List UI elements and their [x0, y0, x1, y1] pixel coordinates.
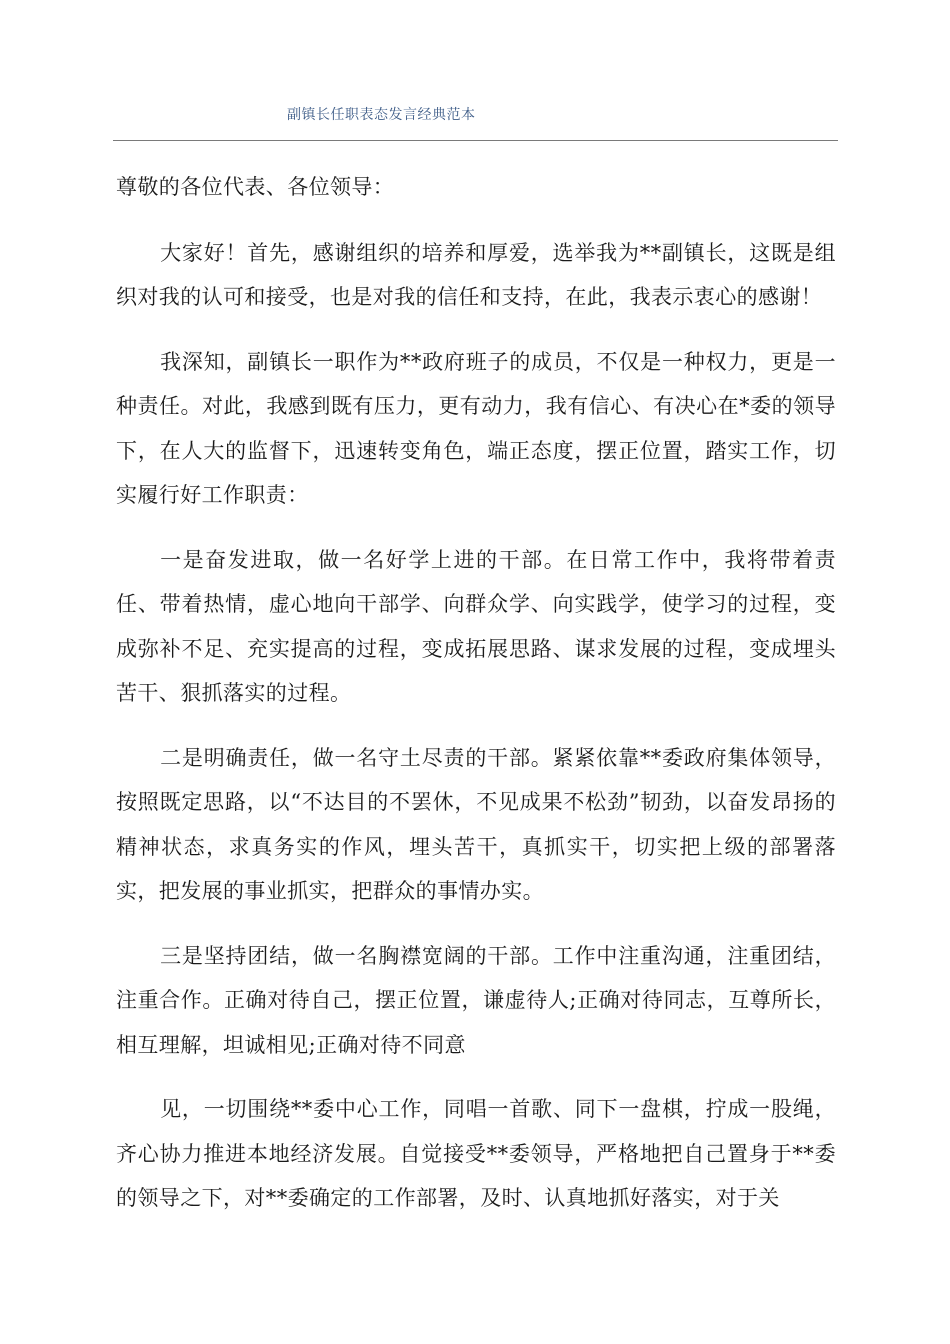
document-body	[116, 165, 836, 1241]
paragraph: 三是坚持团结，做一名胸襟宽阔的干部。工作中注重沟通，注重团结，注重合作。正确对待自己，摆正位置，谦虚待人;正确对待同志，互尊所长，相互理解，坦诚相见;正确对待不同意	[116, 943, 836, 1057]
paragraph: 二是明确责任，做一名守土尽责的干部。紧紧依靠**委政府集体领导，按照既定思路，以“不达目的不罢休，不见成果不松劲”韧劲，以奋发昂扬的精神状态，求真务实的作风，埋头苦干，真抓实干，切实把上级的部署落实，把发展的事业抓实，把群众的事情办实。	[116, 745, 836, 903]
paragraph: 大家好！首先，感谢组织的培养和厚爱，选举我为**副镇长，这既是组织对我的认可和接受，也是对我的信任和支持，在此，我表示衷心的感谢！	[116, 240, 836, 309]
paragraph: 一是奋发进取，做一名好学上进的干部。在日常工作中，我将带着责任、带着热情，虚心地向干部学、向群众学、向实践学，使学习的过程，变成弥补不足、充实提高的过程，变成拓展思路、谋求发展的过程，变成埋头苦干、狠抓落实的过程。	[116, 547, 836, 705]
paragraph: 我深知，副镇长一职作为**政府班子的成员，不仅是一种权力，更是一种责任。对此，我感到既有压力，更有动力，我有信心、有决心在*委的领导下，在人大的监督下，迅速转变角色，端正态度，摆正位置，踏实工作，切实履行好工作职责：	[116, 349, 836, 507]
greeting-line: 尊敬的各位代表、各位领导：	[116, 175, 395, 199]
paragraph: 见，一切围绕**委中心工作，同唱一首歌、同下一盘棋，拧成一股绳，齐心协力推进本地经济发展。自觉接受**委领导，严格地把自己置身于**委的领导之下，对**委确定的工作部署，及时、认真地抓好落实，对于关	[116, 1097, 836, 1210]
header-title: 副镇长任职表态发言经典范本	[287, 107, 476, 123]
header-divider	[113, 140, 838, 141]
